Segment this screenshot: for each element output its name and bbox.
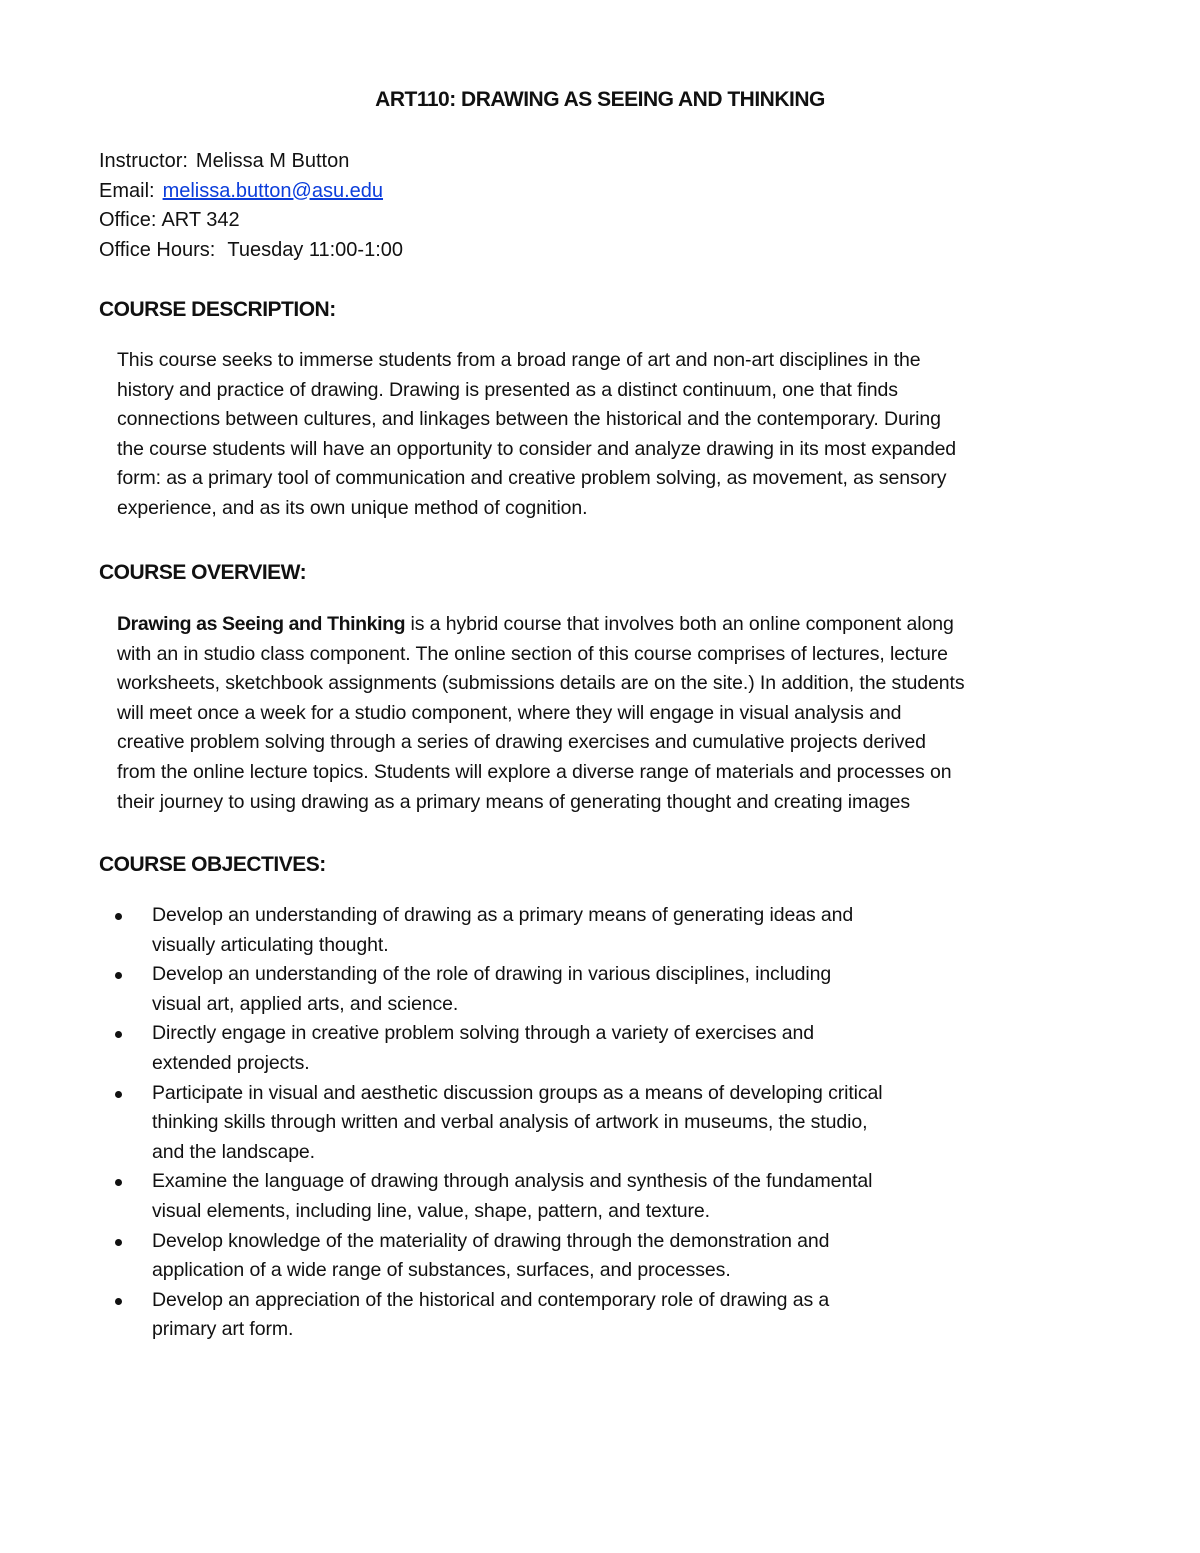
- email-row: [99, 177, 403, 207]
- instructor-value: Melissa M Button: [195, 150, 350, 172]
- description-line: history and practice of drawing. Drawing is presented as a distinct continuum, one that finds: [117, 378, 898, 401]
- objective-item: [0, 1019, 1200, 1078]
- description-line: the course students will have an opportunity to consider and analyze drawing in its most expanded: [117, 437, 957, 460]
- bullet-icon: [115, 1239, 122, 1246]
- office-hours-value: Tuesday 11:00-1:00: [227, 238, 404, 261]
- objective-line: visually articulating thought.: [152, 933, 389, 956]
- objective-item: [0, 901, 1200, 960]
- overview-first-line-rest: is a hybrid course that involves both an online component along: [405, 613, 954, 635]
- objective-line: Develop knowledge of the materiality of drawing through the demonstration and: [152, 1229, 830, 1252]
- bullet-icon: [115, 972, 122, 979]
- bullet-icon: [115, 913, 122, 920]
- objective-line: application of a wide range of substances, surfaces, and processes.: [152, 1259, 731, 1282]
- objective-line: Participate in visual and aesthetic discussion groups as a means of developing critical: [152, 1081, 883, 1104]
- email-link[interactable]: melissa.button@asu.edu: [162, 179, 384, 202]
- objective-item: [0, 1079, 1200, 1168]
- objective-line: visual art, applied arts, and science.: [152, 992, 459, 1015]
- overview-line: their journey to using drawing as a primary means of generating thought and creating images: [117, 790, 911, 813]
- instructor-row: [99, 147, 403, 177]
- office-hours-label: Office Hours:: [99, 238, 216, 261]
- course-description-text: [117, 346, 1117, 524]
- objective-line: visual elements, including line, value, shape, pattern, and texture.: [152, 1199, 710, 1222]
- objective-item: [0, 1286, 1200, 1345]
- office-value: ART 342: [161, 209, 240, 231]
- description-line: This course seeks to immerse students from a broad range of art and non-art disciplines in the: [117, 349, 921, 371]
- objective-line: Examine the language of drawing through analysis and synthesis of the fundamental: [152, 1170, 873, 1193]
- course-overview-text: [117, 610, 1117, 817]
- bullet-icon: [115, 1031, 122, 1038]
- bullet-icon: [115, 1091, 122, 1098]
- overview-line: worksheets, sketchbook assignments (submissions details are on the site.) In addition, the students: [117, 672, 965, 695]
- description-line: form: as a primary tool of communication and creative problem solving, as movement, as sensory: [117, 467, 947, 490]
- description-line: experience, and as its own unique method of cognition.: [117, 496, 588, 519]
- objective-line: Directly engage in creative problem solving through a variety of exercises and: [152, 1022, 815, 1045]
- objective-line: and the landscape.: [152, 1140, 315, 1163]
- overview-line: creative problem solving through a series of drawing exercises and cumulative projects derived: [117, 731, 926, 754]
- bullet-icon: [115, 1298, 122, 1305]
- objective-line: thinking skills through written and verbal analysis of artwork in museums, the studio,: [152, 1111, 868, 1134]
- objective-line: extended projects.: [152, 1051, 310, 1074]
- objectives-list: [0, 901, 1200, 1345]
- description-line: connections between cultures, and linkages between the historical and the contemporary. During: [117, 408, 941, 431]
- objective-line: primary art form.: [152, 1318, 294, 1341]
- instructor-label: Instructor:: [99, 150, 188, 172]
- objective-item: [0, 1227, 1200, 1286]
- page-title: ART110: DRAWING AS SEEING AND THINKING: [375, 88, 825, 111]
- course-name-bold: Drawing as Seeing and Thinking: [117, 613, 406, 635]
- objective-line: Develop an understanding of the role of drawing in various disciplines, including: [152, 963, 832, 986]
- office-row: [99, 206, 403, 236]
- course-overview-heading: COURSE OVERVIEW:: [99, 561, 307, 584]
- objective-item: [0, 1167, 1200, 1226]
- office-hours-row: [99, 236, 403, 266]
- objective-line: Develop an understanding of drawing as a primary means of generating ideas and: [152, 904, 854, 926]
- bullet-icon: [115, 1179, 122, 1186]
- objective-line: Develop an appreciation of the historical and contemporary role of drawing as a: [152, 1288, 830, 1311]
- instructor-info: [99, 147, 403, 265]
- overview-line: will meet once a week for a studio component, where they will engage in visual analysis and: [117, 701, 902, 724]
- course-description-heading: COURSE DESCRIPTION:: [99, 298, 336, 321]
- office-label: Office:: [99, 209, 157, 231]
- overview-line: [117, 610, 1117, 640]
- overview-line: with an in studio class component. The online section of this course comprises of lectures, lecture: [117, 642, 948, 665]
- course-objectives-heading: COURSE OBJECTIVES:: [99, 853, 326, 876]
- objective-item: [0, 960, 1200, 1019]
- overview-line: from the online lecture topics. Students will explore a diverse range of materials and processes on: [117, 760, 952, 783]
- email-label: Email:: [99, 179, 155, 202]
